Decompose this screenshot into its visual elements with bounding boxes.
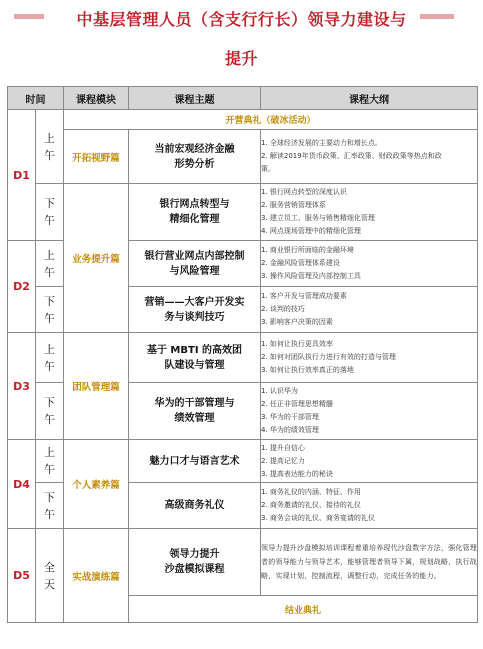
header-time: 时间 bbox=[8, 87, 64, 110]
outline-item: 2. 解读2019年货币政策、汇率政策、财政政策等热点和政 bbox=[261, 152, 442, 160]
period-text: 下 午 bbox=[44, 294, 55, 325]
outline-item: 2. 任正非管理思想精髓 bbox=[261, 400, 333, 408]
period-text: 上 午 bbox=[44, 248, 55, 279]
table-row bbox=[8, 440, 478, 483]
period-text: 全 天 bbox=[44, 560, 55, 591]
period-text: 上 午 bbox=[44, 131, 55, 162]
topic-line: 沙盘模拟课程 bbox=[164, 564, 225, 575]
outline-item: 3. 如何让执行效率真正的落地 bbox=[261, 366, 354, 374]
module-label: 开拓视野篇 bbox=[64, 130, 129, 184]
outline-cell: 领导力提升沙盘模拟培训课程着重培养现代沙盘数字方法，强化管理者的领导能力与领导艺术，能够管理者领导下属，规划战略，执行战略，实现计划，控制流程，调整行动，完成任务的能力。 bbox=[261, 529, 478, 596]
module-label: 实战演练篇 bbox=[64, 529, 129, 623]
table-row bbox=[8, 529, 478, 596]
page-title-line1: 中基层管理人员（含支行行长）领导力建设与 bbox=[76, 10, 407, 29]
table-row bbox=[8, 184, 478, 241]
day-label: D3 bbox=[8, 333, 36, 440]
outline-item: 3. 操作风险管理及内部控制工具 bbox=[261, 272, 361, 280]
period-label bbox=[36, 241, 64, 287]
outline-item: 3. 影响客户决策的因素 bbox=[261, 318, 333, 326]
day-label: D4 bbox=[8, 440, 36, 529]
topic-cell bbox=[129, 483, 261, 529]
closing-ceremony: 结业典礼 bbox=[129, 596, 478, 623]
topic-cell bbox=[129, 287, 261, 333]
outline-item: 1. 银行网点转型的深度认识 bbox=[261, 188, 347, 196]
topic-line: 当前宏观经济金融 bbox=[154, 143, 235, 155]
day-label: D5 bbox=[8, 529, 36, 623]
topic-line: 绩效管理 bbox=[174, 413, 215, 424]
period-text: 下 午 bbox=[44, 490, 55, 521]
outline-item: 2. 金融风险管理体系建设 bbox=[261, 259, 340, 267]
outline-item: 3. 建立员工、服务与销售精细化管理 bbox=[261, 214, 375, 222]
topic-line: 领导力提升 bbox=[169, 549, 220, 560]
outline-cell bbox=[261, 483, 478, 529]
topic-cell bbox=[129, 383, 261, 440]
period-label bbox=[36, 287, 64, 333]
header-module: 课程模块 bbox=[64, 87, 129, 110]
outline-item: 2. 如何对团队执行力进行有效的打造与管理 bbox=[261, 353, 396, 361]
topic-line: 魅力口才与语言艺术 bbox=[149, 455, 240, 467]
outline-cell bbox=[261, 130, 478, 184]
outline-cell bbox=[261, 287, 478, 333]
topic-cell bbox=[129, 241, 261, 287]
page-title-line2: 提升 bbox=[224, 49, 258, 68]
outline-cell bbox=[261, 333, 478, 383]
period-text: 上 午 bbox=[44, 342, 55, 373]
period-label bbox=[36, 110, 64, 184]
outline-item: 1. 客户开发与管理成功要素 bbox=[261, 292, 347, 300]
day-label: D1 bbox=[8, 110, 36, 241]
period-label bbox=[36, 333, 64, 383]
topic-line: 银行营业网点内部控制 bbox=[144, 250, 245, 262]
table-row bbox=[8, 110, 478, 130]
header-topic: 课程主题 bbox=[129, 87, 261, 110]
topic-line: 与风险管理 bbox=[169, 265, 220, 277]
outline-item: 策。 bbox=[261, 165, 275, 173]
period-label bbox=[36, 184, 64, 241]
outline-item: 3. 华为的干部管理 bbox=[261, 413, 319, 421]
topic-cell bbox=[129, 184, 261, 241]
topic-cell bbox=[129, 130, 261, 184]
outline-item: 2. 提高记忆力 bbox=[261, 456, 305, 465]
outline-cell bbox=[261, 241, 478, 287]
day-label: D2 bbox=[8, 241, 36, 333]
topic-line: 基于 MBTI 的高效团 bbox=[146, 344, 243, 356]
table-row bbox=[8, 333, 478, 383]
module-label: 团队管理篇 bbox=[64, 333, 129, 440]
outline-item: 3. 提高表达能力的秘诀 bbox=[261, 469, 333, 478]
outline-cell bbox=[261, 383, 478, 440]
outline-item: 2. 商务邀请的礼仪、接待的礼仪 bbox=[261, 501, 361, 509]
module-label: 业务提升篇 bbox=[64, 184, 129, 333]
course-table bbox=[7, 86, 478, 623]
topic-cell bbox=[129, 440, 261, 483]
period-label bbox=[36, 440, 64, 483]
table-row bbox=[8, 130, 478, 184]
outline-cell bbox=[261, 184, 478, 241]
topic-line: 形势分析 bbox=[174, 158, 215, 170]
outline-item: 1. 提升自信心 bbox=[261, 443, 305, 452]
period-label bbox=[36, 529, 64, 623]
outline-item: 1. 全球经济发展的主要动力和增长点。 bbox=[261, 139, 382, 147]
outline-item: 4. 网点现场管理中的精细化管理 bbox=[261, 227, 361, 235]
topic-cell bbox=[129, 333, 261, 383]
topic-line: 高级商务礼仪 bbox=[164, 500, 225, 511]
period-label bbox=[36, 383, 64, 440]
period-text: 下 午 bbox=[44, 197, 55, 227]
opening-ceremony: 开营典礼（破冰活动） bbox=[64, 110, 478, 130]
title-area bbox=[0, 0, 483, 84]
outline-item: 4. 华为的绩效管理 bbox=[261, 426, 319, 434]
outline-item: 1. 商业银行所面临的金融环境 bbox=[261, 246, 354, 254]
outline-item: 1. 商务礼仪的内涵、特征、作用 bbox=[261, 488, 361, 496]
table-header-row bbox=[8, 87, 478, 110]
period-text: 下 午 bbox=[44, 396, 55, 426]
topic-line: 银行网点转型与 bbox=[159, 199, 230, 210]
period-label bbox=[36, 483, 64, 529]
header-outline: 课程大纲 bbox=[261, 87, 478, 110]
topic-line: 华为的干部管理与 bbox=[154, 398, 235, 409]
module-label: 个人素养篇 bbox=[64, 440, 129, 529]
outline-cell bbox=[261, 440, 478, 483]
topic-cell bbox=[129, 529, 261, 596]
topic-line: 务与谈判技巧 bbox=[164, 311, 225, 323]
topic-line: 精细化管理 bbox=[169, 214, 220, 225]
period-text: 上 午 bbox=[44, 446, 55, 476]
topic-line: 队建设与管理 bbox=[164, 359, 225, 371]
outline-item: 2. 服务营销管理体系 bbox=[261, 201, 326, 209]
topic-line: 营销——大客户开发实 bbox=[144, 296, 245, 308]
outline-item: 1. 如何让执行更具效率 bbox=[261, 340, 333, 348]
outline-item: 1. 认识华为 bbox=[261, 387, 298, 395]
outline-item: 3. 商务会谈的礼仪、商务宴请的礼仪 bbox=[261, 514, 375, 522]
outline-item: 2. 谈判的技巧 bbox=[261, 305, 305, 313]
